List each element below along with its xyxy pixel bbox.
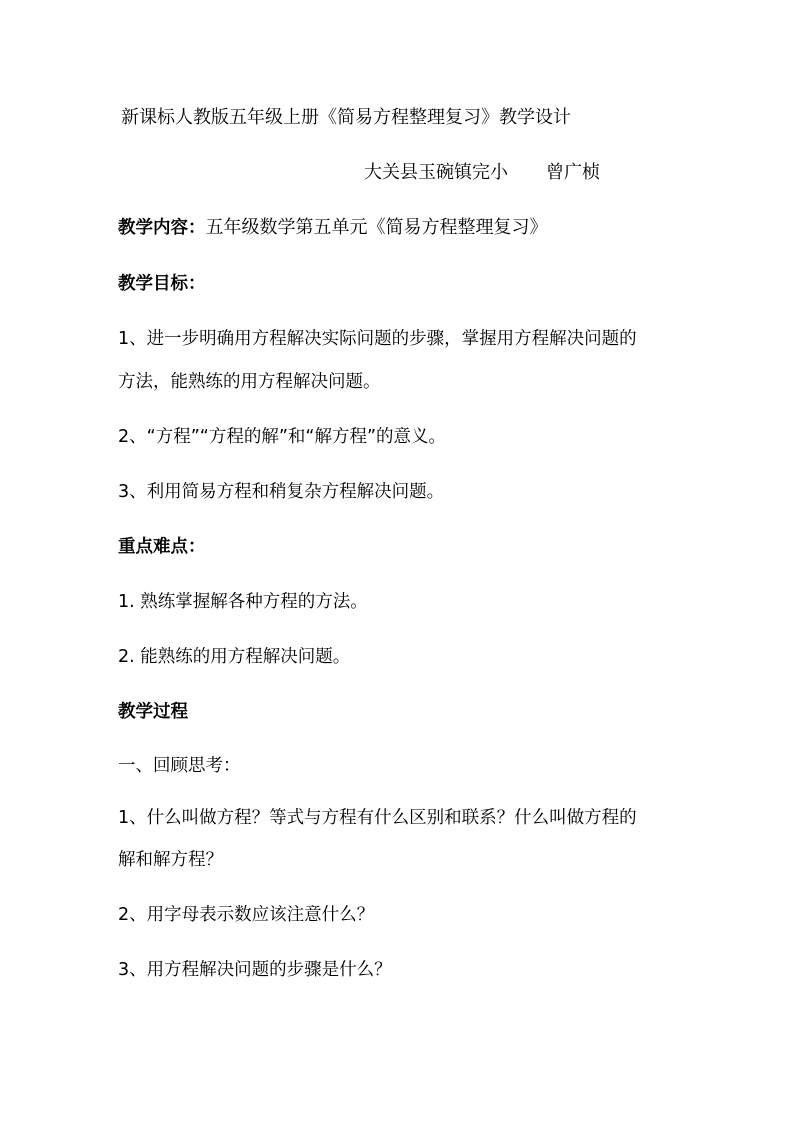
goal-line: 1、进一步明确用方程解决实际问题的步骤，掌握用方程解决问题的 — [118, 329, 637, 349]
key-point-line: 2. 能熟练的用方程解决问题。 — [118, 647, 351, 667]
review-question-line: 2、用字母表示数应该注意什么？ — [118, 905, 375, 925]
review-question-line: 解和解方程？ — [118, 850, 223, 870]
review-heading: 一、回顾思考： — [118, 756, 241, 776]
author-name: 曾广桢 — [546, 162, 600, 183]
teaching-goals-heading: 教学目标： — [118, 274, 206, 294]
author-line — [364, 161, 600, 185]
document-title: 新课标人教版五年级上册《简易方程整理复习》教学设计 — [121, 107, 571, 128]
author-school: 大关县玉碗镇完小 — [364, 162, 508, 183]
teaching-content-value: 五年级数学第五单元《简易方程整理复习》 — [205, 217, 548, 238]
key-points-heading: 重点难点： — [118, 537, 206, 557]
review-question-line: 1、什么叫做方程？等式与方程有什么区别和联系？什么叫做方程的 — [118, 808, 637, 828]
review-question-line: 3、用方程解决问题的步骤是什么？ — [118, 960, 392, 980]
goal-line: 2、“方程”“方程的解”和“解方程”的意义。 — [118, 427, 447, 447]
teaching-content-line — [118, 216, 548, 240]
goal-line: 方法，能熟练的用方程解决问题。 — [118, 372, 381, 392]
goal-line: 3、利用简易方程和稍复杂方程解决问题。 — [118, 482, 445, 502]
key-point-line: 1. 熟练掌握解各种方程的方法。 — [118, 592, 368, 612]
teaching-content-label: 教学内容： — [118, 218, 206, 238]
teaching-process-heading: 教学过程 — [118, 702, 188, 722]
